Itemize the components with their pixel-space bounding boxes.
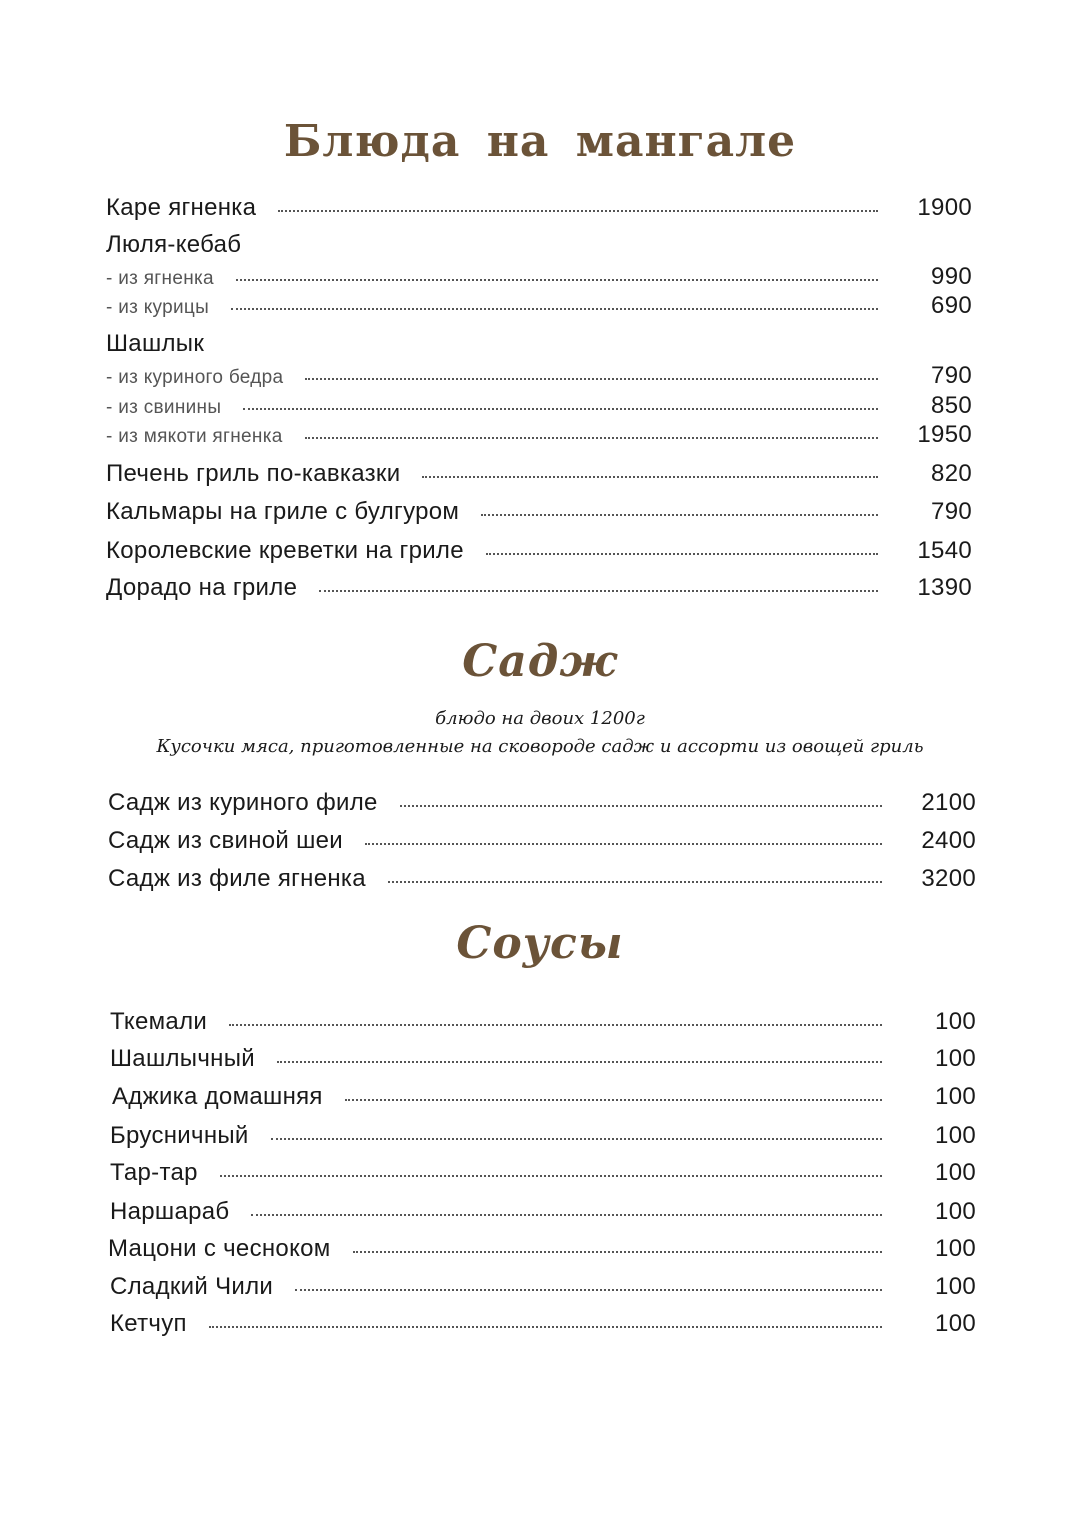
menu-item [106,537,972,565]
menu-item [106,460,972,488]
menu-item-price: 790 [931,362,972,389]
dot-leader [231,308,878,310]
menu-item-name: Сладкий Чили [110,1273,274,1300]
dot-leader [236,279,878,281]
section-title-sadj: Садж [462,636,618,687]
dot-leader [229,1024,882,1026]
menu-item [106,362,972,390]
menu-item-name: Садж из филе ягненка [108,865,366,892]
menu-item [106,263,972,291]
menu-item-name: Королевские креветки на гриле [106,537,464,564]
dot-leader [271,1138,882,1140]
menu-item-price: 100 [935,1273,976,1300]
menu-item-name: Тар-тар [110,1159,198,1186]
dot-leader [481,514,878,516]
section-title-sauces: Соусы [456,918,624,969]
menu-item-price: 2100 [921,789,976,816]
dot-leader [278,210,878,212]
menu-group-label: Шашлык [106,330,205,357]
menu-item-price: 3200 [921,865,976,892]
menu-item-price: 1390 [917,574,972,601]
menu-item [110,1310,976,1338]
menu-item [110,1008,976,1036]
menu-item-price: 820 [931,460,972,487]
menu-item-price: 100 [935,1122,976,1149]
menu-group-label: Люля-кебаб [106,231,242,258]
dot-leader [209,1326,882,1328]
menu-item-name: Каре ягненка [106,194,257,221]
menu-item-price: 850 [931,392,972,419]
menu-item-name: Мацони с чесноком [108,1235,331,1262]
menu-item [110,1159,976,1187]
menu-item-name: Наршараб [110,1198,230,1225]
menu-item-price: 1950 [917,421,972,448]
sadj-note-description: Кусочки мяса, приготовленные на сковороде садж и ассорти из овощей гриль [156,736,924,757]
menu-item-name: Кетчуп [110,1310,187,1337]
dot-leader [353,1251,882,1253]
menu-item-price: 1900 [917,194,972,221]
menu-item [106,498,972,526]
menu-item-name: Аджика домашняя [112,1083,323,1110]
menu-item-price: 990 [931,263,972,290]
menu-item-price: 100 [935,1310,976,1337]
menu-item-name: Садж из куриного филе [108,789,378,816]
menu-item-price: 100 [935,1235,976,1262]
menu-item-name: - из свинины [106,397,222,418]
menu-item-price: 2400 [921,827,976,854]
menu-item-name: Ткемали [110,1008,208,1035]
dot-leader [422,476,878,478]
dot-leader [486,553,878,555]
dot-leader [305,378,878,380]
dot-leader [305,437,878,439]
dot-leader [251,1214,882,1216]
menu-item [106,574,972,602]
menu-item-name: Брусничный [110,1122,249,1149]
menu-item [108,789,976,817]
dot-leader [365,843,882,845]
menu-item-name: Дорадо на гриле [106,574,298,601]
dot-leader [220,1175,882,1177]
menu-item-price: 690 [931,292,972,319]
section-title-grill: Блюда на мангале [283,116,797,167]
menu-item [112,1083,976,1111]
dot-leader [243,408,878,410]
menu-item [110,1198,976,1226]
menu-item [108,865,976,893]
menu-item [110,1122,976,1150]
menu-item-name: Шашлычный [110,1045,255,1072]
menu-item [106,292,972,320]
menu-item [106,194,972,222]
dot-leader [388,881,882,883]
menu-item-price: 100 [935,1045,976,1072]
menu-item-price: 100 [935,1198,976,1225]
menu-item [110,1273,976,1301]
menu-item-price: 790 [931,498,972,525]
menu-item [110,1045,976,1073]
dot-leader [400,805,882,807]
dot-leader [277,1061,882,1063]
menu-item-name: Печень гриль по-кавказки [106,460,401,487]
menu-item [108,1235,976,1263]
menu-item-name: Кальмары на гриле с булгуром [106,498,460,525]
menu-item-name: - из куриного бедра [106,367,284,388]
sadj-note-portion: блюдо на двоих 1200г [435,708,645,729]
menu-item-price: 100 [935,1159,976,1186]
menu-item-price: 1540 [917,537,972,564]
dot-leader [295,1289,882,1291]
menu-item-name: - из мякоти ягненка [106,426,283,447]
menu-item-name: - из ягненка [106,268,214,289]
menu-item [106,421,972,449]
menu-item [106,392,972,420]
menu-item-price: 100 [935,1008,976,1035]
menu-item [108,827,976,855]
menu-item-price: 100 [935,1083,976,1110]
menu-item-name: Садж из свиной шеи [108,827,343,854]
dot-leader [319,590,878,592]
menu-item-name: - из курицы [106,297,210,318]
dot-leader [345,1099,882,1101]
